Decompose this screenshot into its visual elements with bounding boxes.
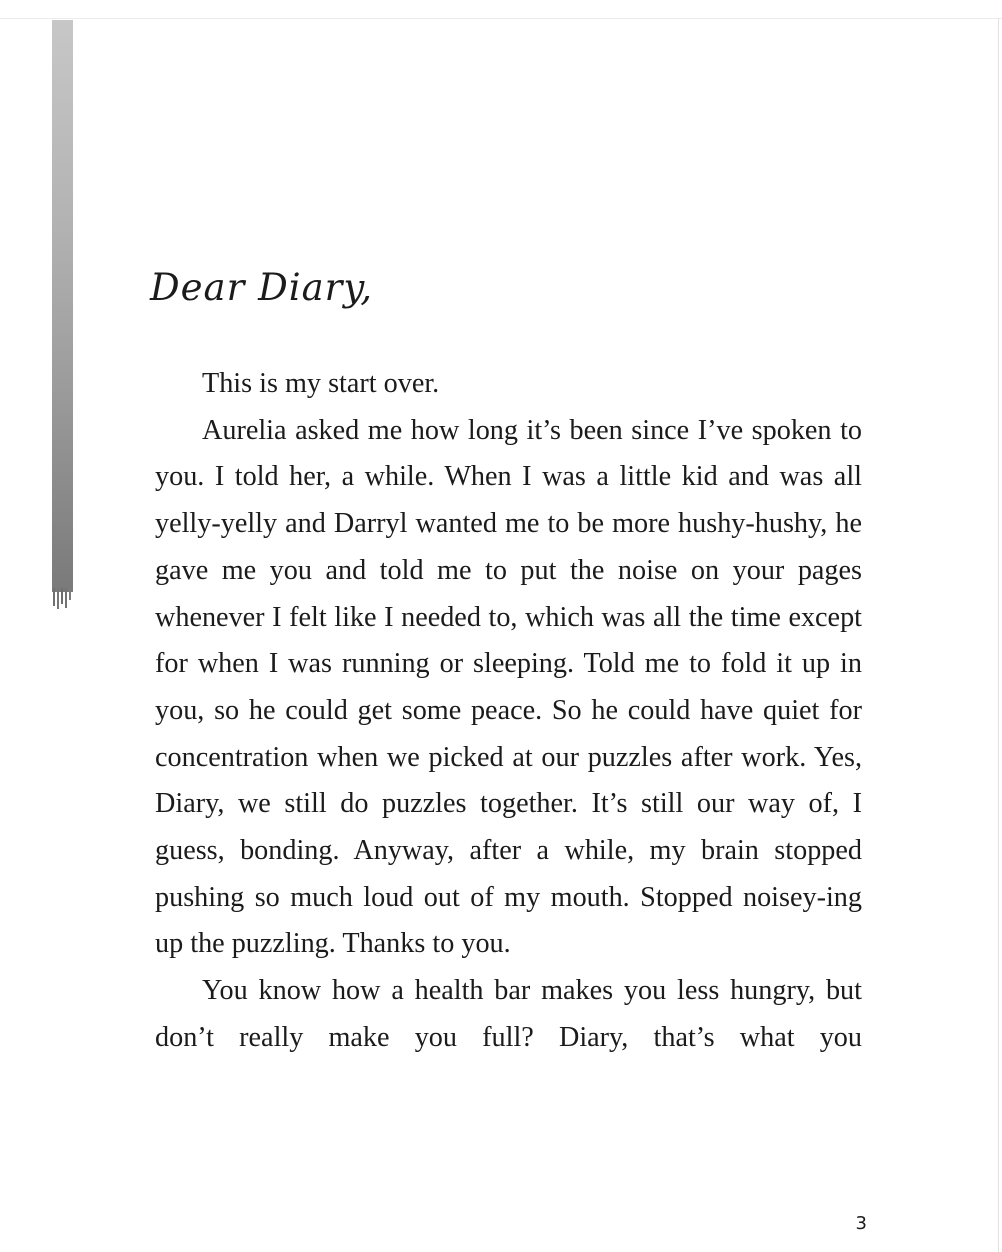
diary-heading-text: Dear Diary, [150,266,374,309]
diary-heading [150,266,470,326]
paragraph-1: This is my start over. [202,368,440,399]
paragraph-2: Aurelia asked me how long it’s been since I’ve spoken to you. I told her, a while. When I was a little kid and was all yelly-yelly and Darryl wanted me to be more hushy-hushy, he gave me you and told me to put the noise on your pages whenever I felt like I needed to, which was all the time except for when I was running or sleeping. Told me to fold it up in you, so he could get some peace. So he could have quiet for concentration when we picked at our puzzles after work. Yes, Diary, we still do puzzles together. It’s still our way of, I guess, bonding. Anyway, after a while, my brain stopped pushing so much loud out of my mouth. Stopped noisey-ing up the puzzling. Thanks to you. [155,414,862,960]
page-number: 3 [855,1213,867,1234]
paragraph-3: You know how a health bar makes you less hungry, but don’t really make you full? Diary, that’s what you [155,975,862,1053]
decorative-gray-strip [52,20,73,590]
frayed-edge-icon [52,588,73,610]
body-text [155,361,862,1062]
page-right-border [998,18,999,1252]
page-top-border [0,18,1002,19]
